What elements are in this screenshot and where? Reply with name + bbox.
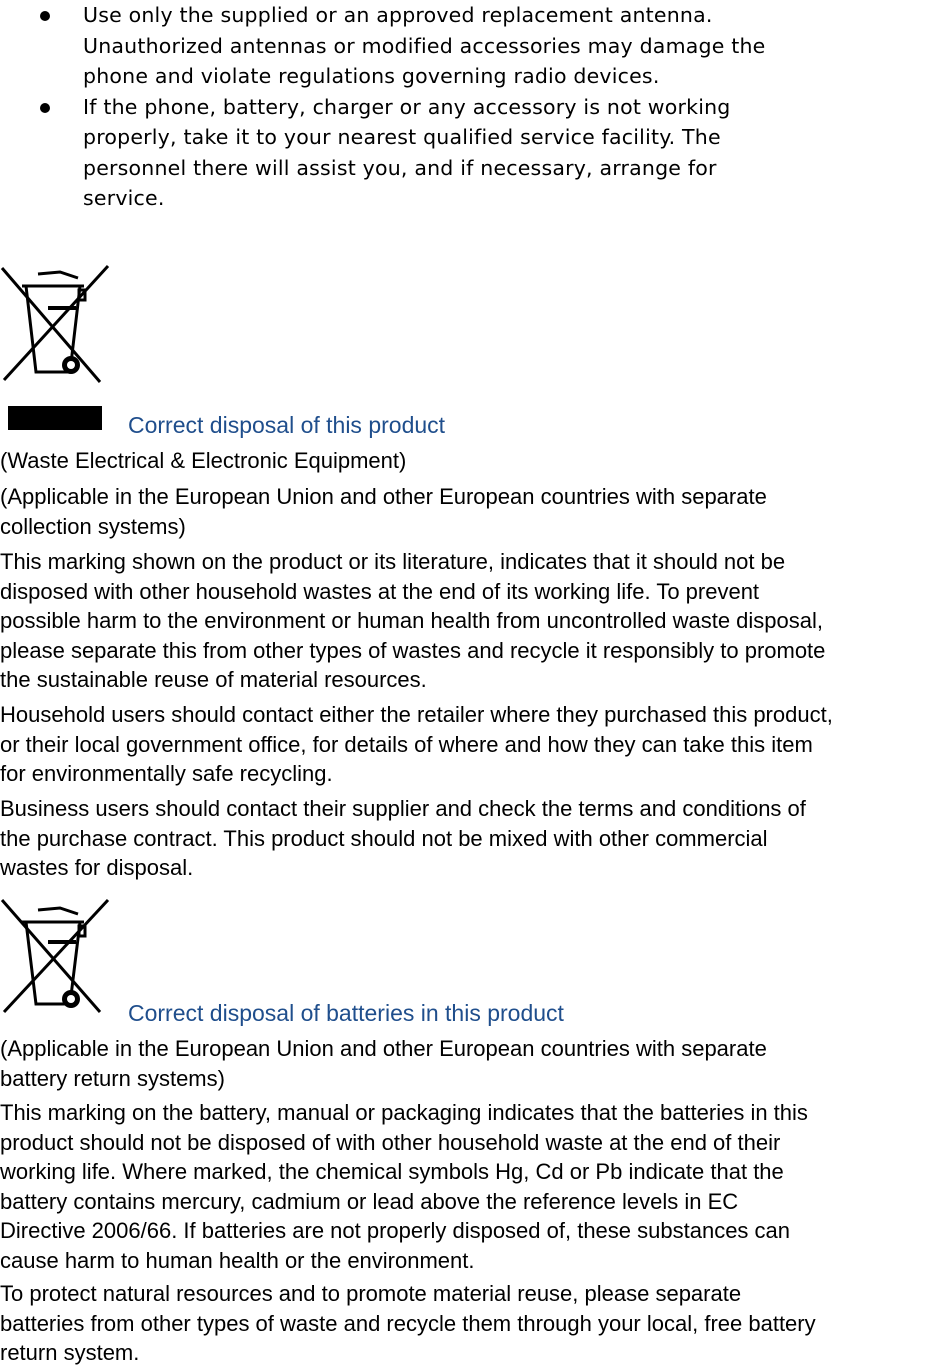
crossed-out-wheelie-bin-icon <box>0 898 112 1016</box>
text-line: for environmentally safe recycling. <box>0 761 333 786</box>
text-line: product should not be disposed of with other household waste at the end of their <box>0 1129 781 1155</box>
text-line: working life. Where marked, the chemical symbols Hg, Cd or Pb indicate that the <box>0 1159 784 1184</box>
bullet-line: Unauthorized antennas or modified accessories may damage the <box>83 33 766 58</box>
weee-paragraph-applicable <box>0 482 945 541</box>
text-line: To protect natural resources and to promote material reuse, please separate <box>0 1281 742 1306</box>
text-line: battery return systems) <box>0 1065 225 1091</box>
safety-bullet-list <box>0 0 945 214</box>
bullet-line: personnel there will assist you, and if necessary, arrange for <box>83 155 717 180</box>
text-line: return system. <box>0 1340 140 1365</box>
bullet-line: Use only the supplied or an approved replacement antenna. <box>83 3 713 27</box>
text-line: (Applicable in the European Union and other European countries with separate <box>0 1036 767 1061</box>
text-line: Directive 2006/66. If batteries are not properly disposed of, these substances can <box>0 1218 791 1243</box>
text-line: This marking shown on the product or its literature, indicates that it should not be <box>0 549 786 574</box>
battery-heading: Correct disposal of batteries in this product <box>128 1000 564 1026</box>
bullet-line: If the phone, battery, charger or any accessory is not working <box>83 94 731 119</box>
bullet-dot <box>40 103 50 113</box>
text-line: (Waste Electrical & Electronic Equipment) <box>0 448 407 473</box>
weee-paragraph-weee <box>0 446 945 476</box>
bullet-item-antenna <box>0 0 945 92</box>
battery-paragraph-applicable <box>0 1034 945 1093</box>
bullet-dot <box>40 11 50 21</box>
bullet-line: properly, take it to your nearest qualified service facility. The <box>83 125 721 149</box>
bullet-line: phone and violate regulations governing radio devices. <box>83 64 660 88</box>
text-line: (Applicable in the European Union and other European countries with separate <box>0 484 767 509</box>
bullet-item-service <box>0 92 945 214</box>
weee-black-bar <box>8 406 102 430</box>
weee-paragraph-marking <box>0 547 945 695</box>
text-line: battery contains mercury, cadmium or lead above the reference levels in EC <box>0 1188 739 1214</box>
text-line: wastes for disposal. <box>0 855 194 880</box>
text-line: the purchase contract. This product should not be mixed with other commercial <box>0 825 768 851</box>
crossed-out-wheelie-bin-icon <box>0 264 112 386</box>
weee-paragraph-business <box>0 794 945 883</box>
text-line: cause harm to human health or the environment. <box>0 1247 475 1273</box>
weee-paragraph-household <box>0 700 945 789</box>
text-line: the sustainable reuse of material resources. <box>0 667 427 692</box>
text-line: batteries from other types of waste and recycle them through your local, free battery <box>0 1310 816 1336</box>
weee-heading: Correct disposal of this product <box>128 412 446 438</box>
bullet-line: service. <box>83 186 165 210</box>
battery-paragraph-marking <box>0 1098 945 1275</box>
text-line: Household users should contact either the retailer where they purchased this product, <box>0 702 833 727</box>
text-line: please separate this from other types of wastes and recycle it responsibly to promote <box>0 637 826 663</box>
battery-paragraph-protect <box>0 1279 945 1368</box>
text-line: This marking on the battery, manual or packaging indicates that the batteries in this <box>0 1100 808 1125</box>
text-line: Business users should contact their supplier and check the terms and conditions of <box>0 796 806 821</box>
text-line: possible harm to the environment or human health from uncontrolled waste disposal, <box>0 608 824 633</box>
text-line: or their local government office, for details of where and how they can take this item <box>0 731 813 757</box>
text-line: collection systems) <box>0 513 186 539</box>
text-line: disposed with other household wastes at the end of its working life. To prevent <box>0 578 760 604</box>
